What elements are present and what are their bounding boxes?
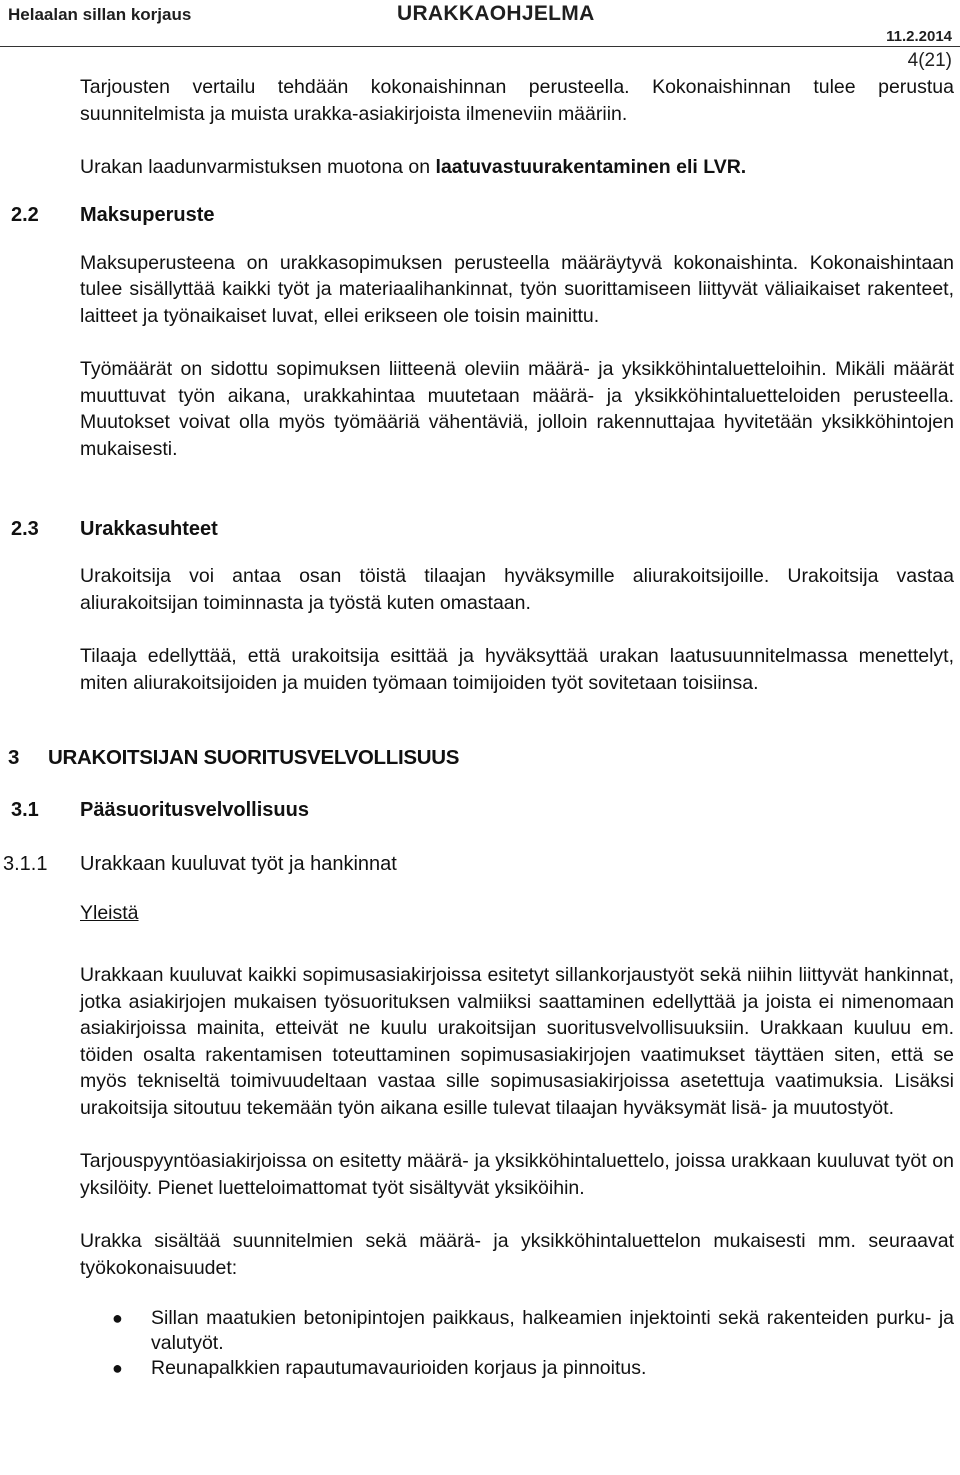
section-number: 2.2 — [11, 203, 39, 226]
section-heading-3-1 — [0, 790, 960, 830]
section-heading-2-3 — [0, 509, 960, 549]
page-number: 4(21) — [907, 50, 952, 71]
section-title: Maksuperuste — [80, 203, 215, 226]
bullet-icon: ● — [112, 1308, 123, 1328]
section-number: 3.1 — [11, 799, 39, 821]
list-item — [112, 1306, 954, 1356]
intro-paragraph-1: Tarjousten vertailu tehdään kokonaishinnan perusteella. Kokonaishinnan tulee perustua suunnitelmista ja muista urakka-asiakirjoista ilmeneviin määriin. — [80, 76, 954, 125]
section-heading-3-1-1 — [0, 846, 960, 882]
page-header — [0, 0, 960, 80]
document-type-title: URAKKAOHJELMA — [397, 2, 595, 25]
section-title: Urakkasuhteet — [80, 518, 218, 540]
section-3-1-1-paragraph-3: Urakka sisältää suunnitelmien sekä määrä- ja yksikköhintaluettelon mukaisesti mm. seuraavat työkokonaisuudet: — [80, 1230, 954, 1279]
section-2-3-paragraph-2: Tilaaja edellyttää, että urakoitsija esittää ja hyväksyttää urakan laatusuunnitelmassa menettelyt, miten aliurakoitsijoiden ja muiden työmaan toimijoiden työt sovitetaan toisiinsa. — [80, 645, 954, 694]
document-body — [0, 76, 960, 1381]
document-project-title: Helaalan sillan korjaus — [8, 5, 192, 24]
section-3-1-1-paragraph-2: Tarjouspyyntöasiakirjoissa on esitetty määrä- ja yksikköhintaluettelo, joissa urakkaan kuuluvat työt on yksilöity. Pienet luetteloimattomat työt sisältyvät yksiköihin. — [80, 1150, 954, 1199]
section-heading-3 — [0, 738, 960, 778]
section-heading-2-2 — [0, 195, 960, 235]
section-2-2-paragraph-2: Työmäärät on sidottu sopimuksen liitteenä oleviin määrä- ja yksikköhintaluetteloihin. Mikäli määrät muuttuvat työn aikana, urakkahintaa muutetaan määrä- ja yksikköhintaluetteloiden perusteella. Muutokset voivat olla myös työmääriä vähentäviä, jolloin rakennuttajaa hyvitetään yksikköhintojen mukaisesti. — [80, 358, 954, 460]
bullet-icon: ● — [112, 1358, 123, 1378]
section-2-3-paragraph-1: Urakoitsija voi antaa osan töistä tilaajan hyväksymille aliurakoitsijoille. Urakoitsija vastaa aliurakoitsijan toiminnasta ja työstä kuten omastaan. — [80, 565, 954, 614]
intro-paragraph-2-text: Urakan laadunvarmistuksen muotona on — [80, 156, 436, 178]
subheading-yleista: Yleistä — [80, 902, 139, 924]
section-title: URAKOITSIJAN SUORITUSVELVOLLISUUS — [48, 746, 460, 769]
header-divider — [0, 46, 960, 47]
intro-paragraph-2 — [80, 154, 954, 181]
section-title: Pääsuoritusvelvollisuus — [80, 799, 309, 821]
list-item — [112, 1356, 954, 1381]
list-item-text: Reunapalkkien rapautumavaurioiden korjaus ja pinnoitus. — [151, 1357, 647, 1379]
section-number: 2.3 — [11, 518, 39, 540]
section-title: Urakkaan kuuluvat työt ja hankinnat — [80, 853, 397, 875]
section-number: 3.1.1 — [3, 853, 48, 875]
work-items-list — [0, 1306, 960, 1381]
section-2-2-paragraph-1: Maksuperusteena on urakkasopimuksen perusteella määräytyvä kokonaishinta. Kokonaishintaan tulee sisällyttää kaikki työt ja materiaalihankinnat, työn suorittamiseen liittyvät väliaikaiset rakenteet, laitteet ja työnaikaiset luvat, ellei erikseen ole toisin mainittu. — [80, 251, 954, 327]
intro-paragraph-2-bold: laatuvastuurakentaminen eli LVR. — [435, 156, 747, 178]
section-3-1-1-paragraph-1: Urakkaan kuuluvat kaikki sopimusasiakirjoissa esitetyt sillankorjaustyöt sekä niihin liittyvät hankinnat, jotka asiakirjojen mukaisen työsuorituksen valmiiksi saattaminen edellyttää ja joista ei nimenomaan asiakirjoissa mainita, etteivät ne kuulu urakoitsijan suoritusvelvollisuuksiin. Urakkaan kuuluu em. töiden osalta rakentamisen toteuttaminen sopimusasiakirjojen vaatimukset täyttäen siten, että se myös tekniseltä toimivuudeltaan vastaa sille sopimusasiakirjoissa asetettuja vaatimuksia. Lisäksi urakoitsija sitoutuu tekemään työn aikana esille tulevat tilaajan hyväksymät lisä- ja muutostyöt. — [80, 964, 954, 1119]
list-item-text: Sillan maatukien betonipintojen paikkaus, halkeamien injektointi sekä rakenteiden purku- ja valutyöt. — [151, 1307, 954, 1354]
document-date: 11.2.2014 — [886, 28, 952, 45]
section-number: 3 — [8, 746, 20, 769]
